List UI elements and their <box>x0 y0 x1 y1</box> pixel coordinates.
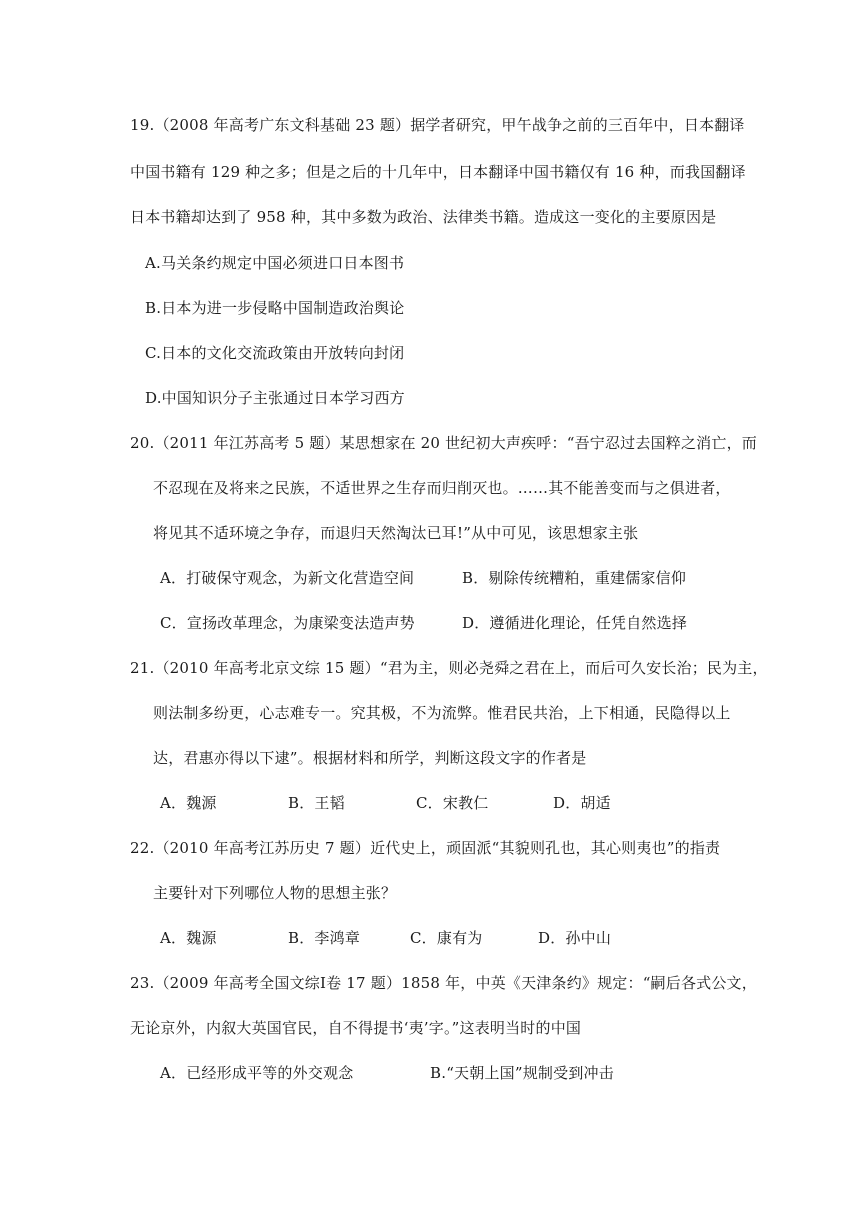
option-b: B.日本为进一步侵略中国制造政治舆论 <box>145 299 405 317</box>
option-d: D．胡适 <box>553 794 611 812</box>
question-text-line: 无论京外，内叙大英国官民，自不得提书‘夷’字。”这表明当时的中国 <box>130 1019 582 1037</box>
question-text-line: 日本书籍却达到了 958 种，其中多数为政治、法律类书籍。造成这一变化的主要原因是 <box>130 208 717 226</box>
question-text-line: 21.（2010 年高考北京文综 15 题）“君为主，则必尧舜之君在上，而后可久安长治；民为主， <box>130 659 768 677</box>
question-text-line: 20.（2011 年江苏高考 5 题）某思想家在 20 世纪初大声疾呼：“吾宁忍过去国粹之消亡，而 <box>130 434 757 452</box>
question-text-line: 将见其不适环境之争存，而退归天然淘汰已耳!”从中可见，该思想家主张 <box>153 524 639 542</box>
question-text-line: 主要针对下列哪位人物的思想主张？ <box>153 884 397 902</box>
option-d: D．遵循进化理论，任凭自然选择 <box>462 614 688 632</box>
question-text-line: 19.（2008 年高考广东文科基础 23 题）据学者研究，甲午战争之前的三百年中，日本翻译 <box>130 116 745 134</box>
option-a: A．魏源 <box>160 794 217 812</box>
option-c: C．宣扬改革理念，为康梁变法造声势 <box>160 614 415 632</box>
option-d: D.中国知识分子主张通过日本学习西方 <box>145 389 405 407</box>
question-text-line: 不忍现在及将来之民族，不适世界之生存而归削灭也。……其不能善变而与之俱进者， <box>153 479 731 497</box>
option-c: C．宋教仁 <box>416 794 489 812</box>
option-c: C.日本的文化交流政策由开放转向封闭 <box>145 344 405 362</box>
option-d: D．孙中山 <box>538 929 612 947</box>
option-b: B.“天朝上国”规制受到冲击 <box>430 1064 614 1082</box>
option-a: A．已经形成平等的外交观念 <box>160 1064 354 1082</box>
question-text-line: 中国书籍有 129 种之多；但是之后的十几年中，日本翻译中国书籍仅有 16 种，而我国翻译 <box>130 163 746 181</box>
option-b: B．剔除传统糟粕，重建儒家信仰 <box>462 569 687 587</box>
option-b: B．李鸿章 <box>288 929 361 947</box>
option-a: A.马关条约规定中国必须进口日本图书 <box>145 254 405 272</box>
question-text-line: 23.（2009 年高考全国文综Ⅰ卷 17 题）1858 年，中英《天津条约》规定：“嗣后各式公文， <box>130 974 757 992</box>
option-b: B．王韬 <box>288 794 345 812</box>
option-a: A．打破保守观念，为新文化营造空间 <box>160 569 415 587</box>
question-text-line: 22.（2010 年高考江苏历史 7 题）近代史上，顽固派“其貌则孔也，其心则夷也”的指责 <box>130 839 721 857</box>
question-text-line: 达，君惠亦得以下逮”。根据材料和所学，判断这段文字的作者是 <box>153 749 587 767</box>
option-a: A．魏源 <box>160 929 217 947</box>
question-text-line: 则法制多纷更，心志难专一。究其极，不为流弊。惟君民共治，上下相通，民隐得以上 <box>153 704 731 722</box>
option-c: C．康有为 <box>410 929 483 947</box>
